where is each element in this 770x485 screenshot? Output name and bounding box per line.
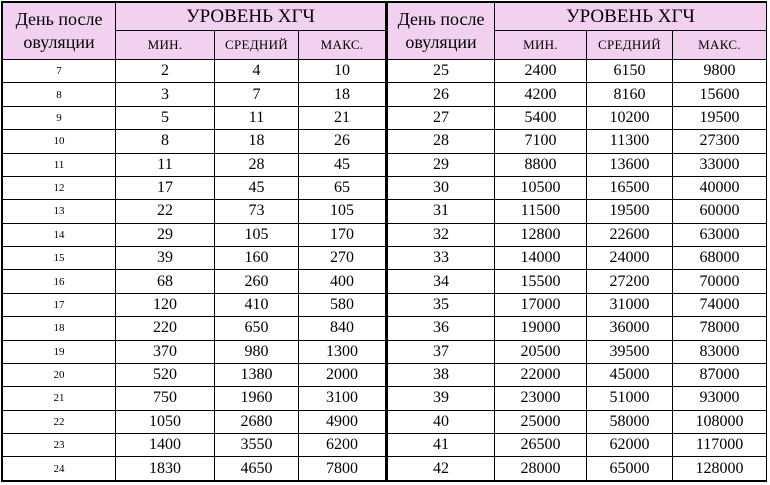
right-day-cell: 33 [387, 247, 495, 270]
right-max-cell: 74000 [673, 293, 767, 316]
left-avg-cell: 18 [215, 130, 299, 153]
left-avg-cell: 1380 [215, 363, 299, 386]
right-day-cell: 36 [387, 317, 495, 340]
table-row [3, 457, 767, 481]
left-min-cell: 22 [116, 200, 215, 223]
left-avg-cell: 2680 [215, 410, 299, 433]
left-avg-cell: 4650 [215, 457, 299, 481]
right-min-cell: 2400 [495, 60, 587, 83]
right-avg-cell: 6150 [587, 60, 673, 83]
left-max-cell: 6200 [299, 434, 387, 457]
left-day-cell: 7 [3, 60, 116, 83]
left-avg-cell: 160 [215, 247, 299, 270]
left-day-cell: 16 [3, 270, 116, 293]
left-avg-cell: 7 [215, 83, 299, 106]
left-avg-cell: 11 [215, 106, 299, 129]
right-day-cell: 41 [387, 434, 495, 457]
right-day-cell: 27 [387, 106, 495, 129]
right-avg-cell: 39500 [587, 340, 673, 363]
right-day-cell: 35 [387, 293, 495, 316]
left-max-cell: 105 [299, 200, 387, 223]
right-avg-cell: 51000 [587, 387, 673, 410]
left-day-cell: 14 [3, 223, 116, 246]
right-min-cell: 14000 [495, 247, 587, 270]
header-max-left: МАКС. [299, 31, 387, 60]
right-min-cell: 20500 [495, 340, 587, 363]
left-min-cell: 68 [116, 270, 215, 293]
left-max-cell: 840 [299, 317, 387, 340]
left-min-cell: 17 [116, 176, 215, 199]
left-max-cell: 65 [299, 176, 387, 199]
right-day-cell: 30 [387, 176, 495, 199]
table-body [3, 60, 767, 481]
right-max-cell: 33000 [673, 153, 767, 176]
left-min-cell: 220 [116, 317, 215, 340]
table-row [3, 60, 767, 83]
right-min-cell: 19000 [495, 317, 587, 340]
right-max-cell: 128000 [673, 457, 767, 481]
right-day-cell: 25 [387, 60, 495, 83]
left-max-cell: 400 [299, 270, 387, 293]
right-min-cell: 5400 [495, 106, 587, 129]
table-row [3, 340, 767, 363]
right-max-cell: 108000 [673, 410, 767, 433]
right-avg-cell: 58000 [587, 410, 673, 433]
table-row [3, 247, 767, 270]
right-avg-cell: 24000 [587, 247, 673, 270]
left-day-cell: 10 [3, 130, 116, 153]
right-avg-cell: 22600 [587, 223, 673, 246]
right-day-cell: 31 [387, 200, 495, 223]
left-min-cell: 5 [116, 106, 215, 129]
right-day-cell: 39 [387, 387, 495, 410]
right-avg-cell: 16500 [587, 176, 673, 199]
right-day-cell: 26 [387, 83, 495, 106]
left-min-cell: 370 [116, 340, 215, 363]
table-row [3, 410, 767, 433]
left-day-cell: 23 [3, 434, 116, 457]
right-avg-cell: 27200 [587, 270, 673, 293]
header-min-left: МИН. [116, 31, 215, 60]
left-avg-cell: 260 [215, 270, 299, 293]
header-avg-right: СРЕДНИЙ [587, 31, 673, 60]
right-day-cell: 40 [387, 410, 495, 433]
right-avg-cell: 45000 [587, 363, 673, 386]
right-max-cell: 68000 [673, 247, 767, 270]
right-max-cell: 117000 [673, 434, 767, 457]
left-min-cell: 1400 [116, 434, 215, 457]
right-avg-cell: 62000 [587, 434, 673, 457]
right-day-cell: 29 [387, 153, 495, 176]
left-day-cell: 21 [3, 387, 116, 410]
right-avg-cell: 65000 [587, 457, 673, 481]
left-max-cell: 270 [299, 247, 387, 270]
left-min-cell: 750 [116, 387, 215, 410]
left-day-cell: 13 [3, 200, 116, 223]
left-day-cell: 17 [3, 293, 116, 316]
right-max-cell: 15600 [673, 83, 767, 106]
left-max-cell: 26 [299, 130, 387, 153]
left-min-cell: 2 [116, 60, 215, 83]
left-avg-cell: 1960 [215, 387, 299, 410]
left-max-cell: 170 [299, 223, 387, 246]
right-min-cell: 25000 [495, 410, 587, 433]
table-row [3, 200, 767, 223]
left-avg-cell: 3550 [215, 434, 299, 457]
right-min-cell: 17000 [495, 293, 587, 316]
left-day-cell: 12 [3, 176, 116, 199]
right-min-cell: 22000 [495, 363, 587, 386]
right-max-cell: 27300 [673, 130, 767, 153]
right-min-cell: 8800 [495, 153, 587, 176]
left-avg-cell: 28 [215, 153, 299, 176]
left-day-cell: 20 [3, 363, 116, 386]
left-day-cell: 18 [3, 317, 116, 340]
left-min-cell: 1050 [116, 410, 215, 433]
right-day-cell: 32 [387, 223, 495, 246]
right-day-cell: 42 [387, 457, 495, 481]
right-min-cell: 10500 [495, 176, 587, 199]
right-day-cell: 38 [387, 363, 495, 386]
left-day-cell: 22 [3, 410, 116, 433]
left-avg-cell: 650 [215, 317, 299, 340]
table-row [3, 176, 767, 199]
left-min-cell: 8 [116, 130, 215, 153]
header-min-right: МИН. [495, 31, 587, 60]
right-max-cell: 78000 [673, 317, 767, 340]
right-min-cell: 11500 [495, 200, 587, 223]
left-max-cell: 2000 [299, 363, 387, 386]
left-avg-cell: 105 [215, 223, 299, 246]
header-avg-left: СРЕДНИЙ [215, 31, 299, 60]
right-max-cell: 83000 [673, 340, 767, 363]
header-day-right: День после овуляции [387, 3, 495, 60]
left-max-cell: 7800 [299, 457, 387, 481]
right-max-cell: 40000 [673, 176, 767, 199]
left-avg-cell: 980 [215, 340, 299, 363]
hcg-table-frame [1, 1, 767, 482]
left-min-cell: 120 [116, 293, 215, 316]
hcg-levels-table [2, 2, 767, 481]
left-avg-cell: 45 [215, 176, 299, 199]
table-row [3, 293, 767, 316]
left-min-cell: 11 [116, 153, 215, 176]
left-avg-cell: 410 [215, 293, 299, 316]
table-row [3, 83, 767, 106]
right-max-cell: 63000 [673, 223, 767, 246]
left-min-cell: 3 [116, 83, 215, 106]
right-avg-cell: 10200 [587, 106, 673, 129]
right-avg-cell: 13600 [587, 153, 673, 176]
table-row [3, 130, 767, 153]
right-max-cell: 9800 [673, 60, 767, 83]
right-day-cell: 37 [387, 340, 495, 363]
right-max-cell: 19500 [673, 106, 767, 129]
right-max-cell: 93000 [673, 387, 767, 410]
right-min-cell: 28000 [495, 457, 587, 481]
left-day-cell: 8 [3, 83, 116, 106]
left-avg-cell: 4 [215, 60, 299, 83]
right-avg-cell: 11300 [587, 130, 673, 153]
left-day-cell: 15 [3, 247, 116, 270]
right-avg-cell: 36000 [587, 317, 673, 340]
left-day-cell: 19 [3, 340, 116, 363]
left-max-cell: 4900 [299, 410, 387, 433]
right-avg-cell: 31000 [587, 293, 673, 316]
left-min-cell: 29 [116, 223, 215, 246]
left-max-cell: 45 [299, 153, 387, 176]
right-max-cell: 60000 [673, 200, 767, 223]
right-min-cell: 26500 [495, 434, 587, 457]
left-max-cell: 21 [299, 106, 387, 129]
left-max-cell: 3100 [299, 387, 387, 410]
header-day-left: День после овуляции [3, 3, 116, 60]
left-max-cell: 580 [299, 293, 387, 316]
right-avg-cell: 19500 [587, 200, 673, 223]
left-avg-cell: 73 [215, 200, 299, 223]
right-min-cell: 7100 [495, 130, 587, 153]
table-row [3, 387, 767, 410]
left-day-cell: 24 [3, 457, 116, 481]
right-day-cell: 34 [387, 270, 495, 293]
table-row [3, 317, 767, 340]
left-max-cell: 10 [299, 60, 387, 83]
right-min-cell: 15500 [495, 270, 587, 293]
left-max-cell: 18 [299, 83, 387, 106]
right-max-cell: 70000 [673, 270, 767, 293]
header-level-left: УРОВЕНЬ ХГЧ [116, 3, 387, 31]
left-min-cell: 520 [116, 363, 215, 386]
left-min-cell: 39 [116, 247, 215, 270]
table-row [3, 434, 767, 457]
table-row [3, 106, 767, 129]
header-level-right: УРОВЕНЬ ХГЧ [495, 3, 767, 31]
right-avg-cell: 8160 [587, 83, 673, 106]
right-min-cell: 4200 [495, 83, 587, 106]
left-min-cell: 1830 [116, 457, 215, 481]
right-min-cell: 12800 [495, 223, 587, 246]
table-row [3, 153, 767, 176]
table-row [3, 363, 767, 386]
table-row [3, 270, 767, 293]
header-max-right: МАКС. [673, 31, 767, 60]
right-day-cell: 28 [387, 130, 495, 153]
right-max-cell: 87000 [673, 363, 767, 386]
right-min-cell: 23000 [495, 387, 587, 410]
table-row [3, 223, 767, 246]
left-day-cell: 11 [3, 153, 116, 176]
left-day-cell: 9 [3, 106, 116, 129]
left-max-cell: 1300 [299, 340, 387, 363]
